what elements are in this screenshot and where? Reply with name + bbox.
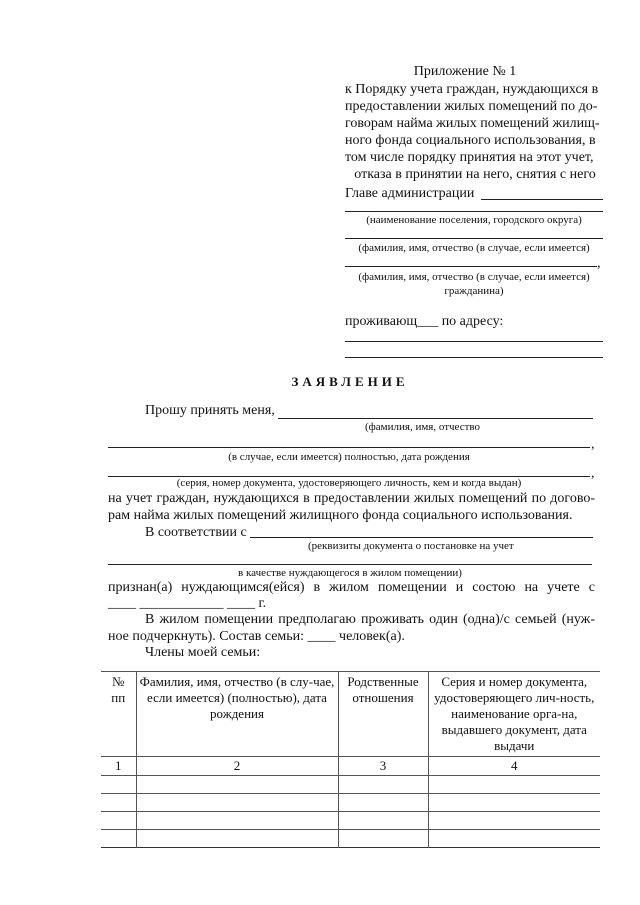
column-number: 3 [338, 757, 428, 776]
fio-caption: (фамилия, имя, отчество [365, 421, 481, 433]
admin-name-line[interactable] [481, 199, 603, 200]
date-field[interactable]: ____ ____________ ____ г. [108, 596, 267, 611]
family-size-text: ное подчеркнуть). Состав семьи: ____ человек(а). [108, 629, 405, 644]
registration-caption: (реквизиты документа о постановке на учет [308, 540, 514, 552]
appendix-line: том числе порядку принятия на этот учет, [345, 150, 594, 165]
header-relation: Родственные отношения [338, 672, 428, 757]
addressee-label: Главе администрации [345, 186, 475, 201]
paragraph: на учет граждан, нуждающихся в предоставлении жилых помещений по догово- [108, 491, 595, 506]
settlement-caption: (наименование поселения, городского округа) [366, 214, 582, 226]
head-fio-caption: (фамилия, имя, отчество (в случае, если имеется) [358, 242, 590, 254]
table-row[interactable] [101, 776, 600, 794]
header-number: № пп [101, 672, 136, 757]
citizen-fio-line[interactable] [345, 266, 597, 267]
table-row[interactable] [101, 812, 600, 830]
address-label: проживающ___ по адресу: [345, 314, 504, 329]
citizen-fio-caption: (фамилия, имя, отчество (в случае, если имеется) [358, 271, 590, 283]
paragraph: рам найма жилых помещений жилищного фонда социального использования. [108, 508, 573, 523]
paragraph: В жилом помещении предполагаю проживать один (одна)/с семьей (нуж- [145, 612, 595, 627]
appendix-line: ного фонда социального использования, в [345, 133, 596, 148]
appendix-title: Приложение № 1 [413, 64, 517, 79]
citizen-caption-2: гражданина) [444, 285, 504, 297]
family-members-table [101, 671, 600, 848]
appendix-line: говорам найма жилых помещений жилищ- [345, 116, 600, 131]
appendix-line: отказа в принятии на него, снятия с него [354, 167, 596, 182]
family-members-label: Члены моей семьи: [145, 645, 261, 660]
accordance-label: В соответствии с [145, 525, 247, 540]
registration-doc-line-2[interactable] [108, 564, 592, 565]
address-line[interactable] [345, 357, 603, 358]
column-number: 1 [101, 757, 136, 776]
paragraph: признан(а) нуждающимся(ейся) в жилом помещении и состою на учете с [108, 580, 595, 595]
applicant-fio-line[interactable] [278, 418, 593, 419]
request-text: Прошу принять меня, [145, 403, 275, 418]
table-header-row [101, 672, 600, 757]
appendix-line: к Порядку учета граждан, нуждающихся в [345, 82, 599, 97]
header-document: Серия и номер документа, удостоверяющего лич-ность, наименование орга-на, выдавшего документ, дата выдачи [428, 672, 600, 757]
address-line[interactable] [345, 341, 603, 342]
comma: , [591, 437, 595, 452]
column-number-row [101, 757, 600, 776]
id-document-caption: (серия, номер документа, удостоверяющего личность, кем и когда выдан) [176, 477, 522, 489]
statement-title: ЗАЯВЛЕНИЕ [291, 374, 409, 389]
column-number: 2 [136, 757, 338, 776]
column-number: 4 [428, 757, 600, 776]
header-fio: Фамилия, имя, отчество (в слу-чае, если имеется) (полностью), дата рождения [136, 672, 338, 757]
comma: , [591, 466, 595, 481]
applicant-fio-line-2[interactable] [108, 447, 590, 448]
settlement-line[interactable] [345, 211, 603, 212]
table-row[interactable] [101, 794, 600, 812]
comma: , [597, 256, 601, 271]
appendix-line: предоставлении жилых помещений по до- [345, 99, 598, 114]
head-fio-line[interactable] [345, 238, 603, 239]
table-row[interactable] [101, 830, 600, 848]
registration-doc-line[interactable] [250, 537, 593, 538]
fio-caption-2: (в случае, если имеется) полностью, дата рождения [228, 451, 470, 463]
registration-caption-2: в качестве нуждающегося в жилом помещении) [238, 567, 462, 579]
